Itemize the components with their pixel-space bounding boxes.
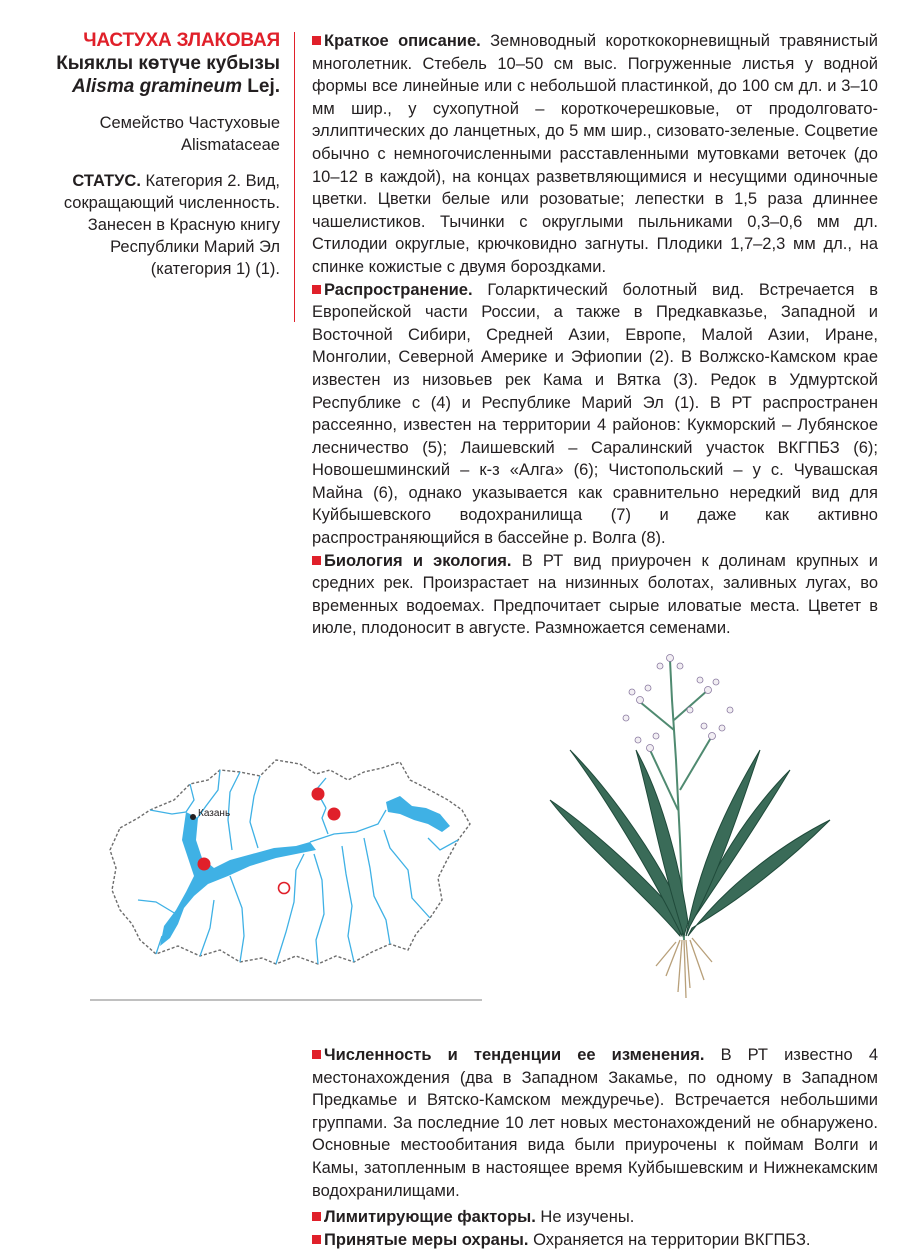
section-text: Охраняется на территории ВКГПБЗ. [533,1230,811,1249]
bottom-text [312,1044,878,1251]
section-description [312,30,878,279]
section-heading: Распространение. [324,280,473,299]
locality-marker-uncertain [279,883,290,894]
leaves [550,750,830,936]
bullet-square-icon [312,1050,321,1059]
volga-reservoir [160,812,316,946]
section-protection [312,1229,878,1251]
bullet-square-icon [312,556,321,565]
section-population [312,1044,878,1202]
section-heading: Принятые меры охраны. [324,1230,529,1249]
header-divider [294,32,295,322]
latin-author: Lej. [247,76,280,97]
bullet-square-icon [312,1212,321,1221]
section-text: Голарктический болотный вид. Встречается в Европейской части России, а также в Предкавказье, Западной и Восточной Сибири, Средней Азии, Европе, Малой Азии, Иране, Монголии, Северной Америке и Эфиопии (2). В Волжско-Камском крае известен из низовьев рек Кама и Вятка (3). Редок в Удмуртской Республике с (4) и Республике Марий Эл (1). В РТ распространен рассеянно, известен на территории 4 районов: Кукморский – Лубянское лесничество (5); Лаишевский – Саралинский участок ВКГПБЗ (6); Новошешминский – к-з «Алга» (6); Чистопольский – у с. Чувашская Майна (6), однако указывается как сравнительно нередкий вид для Куйбышевского водохранилища (7) и даже как активно распространяющийся в бассейне р. Волга (8). [312,280,878,548]
latin-name: Alisma gramineum [71,76,242,97]
distribution-map [90,750,490,1002]
rivers [138,770,458,964]
species-title-tatar: Кыяклы кѳтүче кубызы [56,53,280,74]
species-title-latin [40,75,280,98]
section-text: В РТ известно 4 местонахождения (два в Западном Закамье, по одному в Западном Предкамье и Вятско-Камском междуречье). Встречается небольшими группами. За последние 10 лет новых местонахождений не обнаружено. Основные местообитания вида были приурочены к поймам Волги и Камы, затопленным в настоящее время Куйбышевским и Нижнекамским водохранилищами. [312,1046,878,1200]
family-name-ru: Семейство Частуховые [99,114,280,132]
locality-marker [312,788,325,801]
family-name-latin: Alismataceae [180,136,280,154]
bullet-square-icon [312,285,321,294]
section-distribution [312,279,878,550]
locality-marker [198,858,211,871]
section-text: В РТ вид приурочен к долинам крупных и средних рек. Произрастает на низинных болотах, заливных лугах, во временных водоемах. Предпочитает сырые иловатые места. Цветет в июле, плодоносит в августе. Размножается семенами. [312,551,878,638]
section-heading: Лимитирующие факторы. [324,1208,536,1227]
section-limiting [312,1206,878,1229]
section-heading: Краткое описание. [324,32,481,50]
bullet-square-icon [312,1235,321,1244]
city-label: Казань [198,808,231,819]
status-text: Категория 2. Вид, сокращающий численность. Занесен в Красную книгу Республики Марий Эл (категория 1) (1). [63,172,280,278]
section-heading: Численность и тенденции ее изменения. [324,1046,705,1064]
plant-illustration [540,640,840,1000]
nizhnekamsk-reservoir [386,796,450,832]
main-text [312,30,878,640]
section-biology [312,550,878,640]
bullet-square-icon [312,36,321,45]
section-text: Не изучены. [540,1208,635,1227]
species-header [40,30,280,280]
family-block [40,112,280,156]
status-label: СТАТУС. [72,172,141,190]
locality-marker [328,808,341,821]
status-block [40,170,280,280]
roots [656,938,712,998]
section-heading: Биология и экология. [324,551,512,570]
city-dot [190,814,196,820]
flowers [623,655,733,752]
species-title-ru: ЧАСТУХА ЗЛАКОВАЯ [83,30,280,51]
section-text: Земноводный короткокорневищный травянистый многолетник. Стебель 10–50 см выс. Погруженные листья у водной формы все линейные или с небольшой пластинкой, до 100 см дл. и 3–10 мм шир., у сухопутной – короткочерешковые, от продолговато-эллиптических до ланцетных, до 5 мм шир., сизовато-зеленые. Соцветие обычно с немногочисленными расставленными мутовками веточек (до 10–12 в каждой), на концах разветвляющимися и несущими одиночные цветки. Цветки белые или розоватые; лепестки в 1,5 раза длиннее чашелистиков. Тычинки с округлыми пыльниками 0,3–0,6 мм дл. Стилодии округлые, крючковидно загнуты. Плодики 1,7–2,3 мм дл., на спинке кожистые с двумя бороздками. [312,32,878,276]
